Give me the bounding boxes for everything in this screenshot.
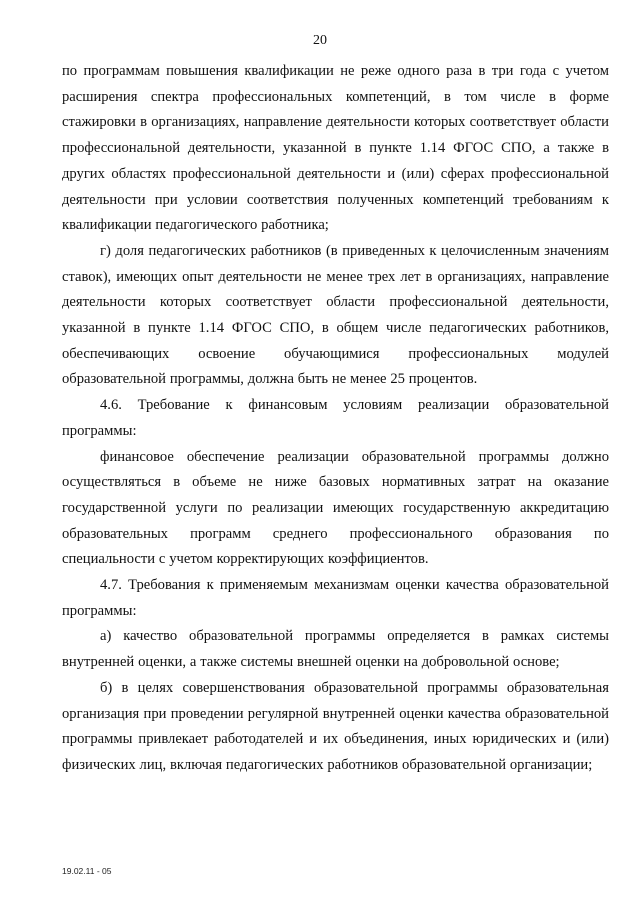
page-number: 20: [313, 33, 327, 48]
document-body: [62, 59, 609, 779]
section-4-6-heading: 4.6. Требование к финансовым условиям реализации образовательной программы:: [62, 397, 609, 439]
paragraph-qualification-continuation: по программам повышения квалификации не реже одного раза в три года с учетом расширения спектра профессиональных компетенций, в том числе в форме стажировки в организациях, направление деятельности которых соответствует области профессиональной деятельности, указанной в пункте 1.14 ФГОС СПО, а также в других областях профессиональной деятельности и (или) сферах профессиональной деятельности при условии соответствия полученных компетенций требованиям к квалификации педагогического работника;: [62, 63, 609, 234]
paragraph-financial-support: финансовое обеспечение реализации образовательной программы должно осуществляться в объеме не ниже базовых нормативных затрат на оказание государственной услуги по реализации имеющих государственную аккредитацию образовательных программ среднего профессионального образования по специальности с учетом корректирующих коэффициентов.: [62, 448, 609, 568]
section-4-7-heading: 4.7. Требования к применяемым механизмам оценки качества образовательной программы:: [62, 577, 609, 619]
paragraph-g-staff-share: г) доля педагогических работников (в приведенных к целочисленным значениям ставок), имеющих опыт деятельности не менее трех лет в организациях, направление деятельности которых соответствует области профессиональной деятельности, указанной в пункте 1.14 ФГОС СПО, в общем числе педагогических работников, обеспечивающих освоение обучающимися профессиональных модулей образовательной программы, должна быть не менее 25 процентов.: [62, 242, 609, 388]
document-code-footer: 19.02.11 - 05: [62, 866, 112, 876]
paragraph-a-quality-assessment: а) качество образовательной программы определяется в рамках системы внутренней оценки, а также системы внешней оценки на добровольной основе;: [62, 628, 609, 671]
paragraph-b-internal-assessment: б) в целях совершенствования образовательной программы образовательная организация при проведении регулярной внутренней оценки качества образовательной программы привлекает работодателей и их объединения, иных юридических и (или) физических лиц, включая педагогических работников образовательной организации;: [62, 679, 609, 773]
